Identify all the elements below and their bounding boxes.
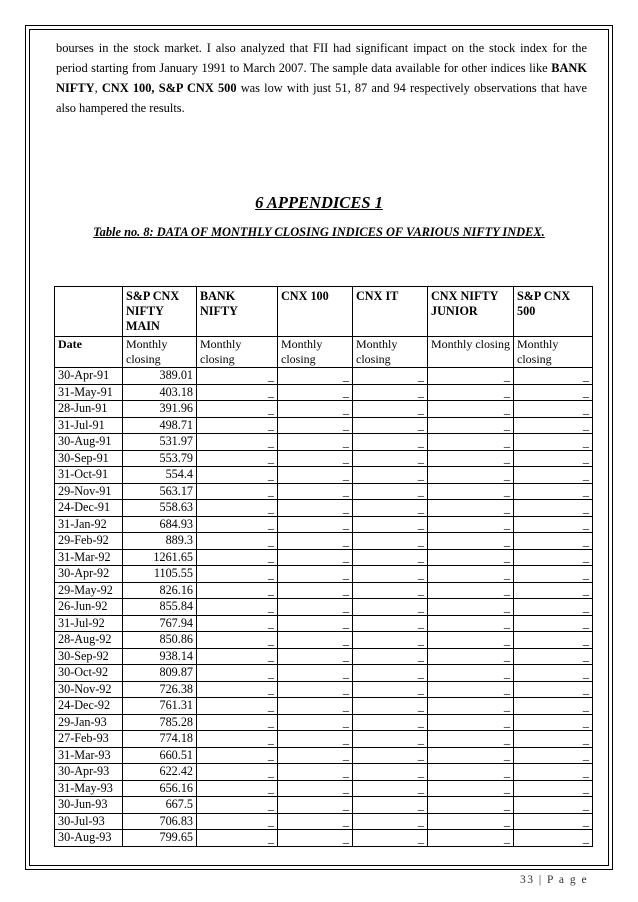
table-row <box>55 714 593 731</box>
empty-value-cell: _ <box>428 533 514 550</box>
nifty-value-cell: 799.65 <box>123 830 197 847</box>
empty-value-cell: _ <box>514 615 593 632</box>
page-number: 33 | P a g e <box>520 874 589 886</box>
empty-value-cell: _ <box>428 648 514 665</box>
date-cell: 28-Aug-92 <box>55 632 123 649</box>
empty-value-cell: _ <box>514 533 593 550</box>
empty-value-cell: _ <box>197 401 278 418</box>
empty-value-cell: _ <box>514 450 593 467</box>
empty-value-cell: _ <box>353 665 428 682</box>
empty-value-cell: _ <box>514 599 593 616</box>
empty-value-cell: _ <box>514 731 593 748</box>
empty-value-cell: _ <box>353 368 428 385</box>
empty-value-cell: _ <box>514 566 593 583</box>
empty-value-cell: _ <box>353 483 428 500</box>
empty-value-cell: _ <box>353 599 428 616</box>
nifty-value-cell: 389.01 <box>123 368 197 385</box>
empty-value-cell: _ <box>428 599 514 616</box>
empty-value-cell: _ <box>428 566 514 583</box>
empty-value-cell: _ <box>278 533 353 550</box>
nifty-value-cell: 706.83 <box>123 813 197 830</box>
section-heading: 6 APPENDICES 1 <box>255 193 383 212</box>
empty-value-cell: _ <box>428 698 514 715</box>
empty-value-cell: _ <box>353 500 428 517</box>
date-cell: 31-Jan-92 <box>55 516 123 533</box>
table-row <box>55 747 593 764</box>
empty-value-cell: _ <box>197 450 278 467</box>
empty-value-cell: _ <box>278 714 353 731</box>
nifty-value-cell: 684.93 <box>123 516 197 533</box>
date-cell: 31-Oct-91 <box>55 467 123 484</box>
header-cell: S&P CNX 500 <box>514 287 593 337</box>
nifty-value-cell: 531.97 <box>123 434 197 451</box>
empty-value-cell: _ <box>353 681 428 698</box>
date-cell: 31-May-93 <box>55 780 123 797</box>
date-cell: 29-Feb-92 <box>55 533 123 550</box>
empty-value-cell: _ <box>353 549 428 566</box>
empty-value-cell: _ <box>197 681 278 698</box>
empty-value-cell: _ <box>197 483 278 500</box>
empty-value-cell: _ <box>353 632 428 649</box>
empty-value-cell: _ <box>353 813 428 830</box>
empty-value-cell: _ <box>514 648 593 665</box>
nifty-value-cell: 826.16 <box>123 582 197 599</box>
empty-value-cell: _ <box>353 582 428 599</box>
nifty-value-cell: 660.51 <box>123 747 197 764</box>
empty-value-cell: _ <box>514 714 593 731</box>
empty-value-cell: _ <box>514 516 593 533</box>
empty-value-cell: _ <box>428 483 514 500</box>
empty-value-cell: _ <box>428 615 514 632</box>
subheader-cell: Monthly closing <box>197 337 278 368</box>
empty-value-cell: _ <box>514 681 593 698</box>
empty-value-cell: _ <box>514 582 593 599</box>
table-row <box>55 401 593 418</box>
empty-value-cell: _ <box>353 797 428 814</box>
nifty-value-cell: 1105.55 <box>123 566 197 583</box>
date-cell: 24-Dec-91 <box>55 500 123 517</box>
nifty-value-cell: 558.63 <box>123 500 197 517</box>
empty-value-cell: _ <box>197 467 278 484</box>
empty-value-cell: _ <box>278 681 353 698</box>
empty-value-cell: _ <box>278 483 353 500</box>
table-row <box>55 384 593 401</box>
empty-value-cell: _ <box>353 450 428 467</box>
nifty-value-cell: 403.18 <box>123 384 197 401</box>
empty-value-cell: _ <box>278 780 353 797</box>
empty-value-cell: _ <box>353 384 428 401</box>
empty-value-cell: _ <box>353 533 428 550</box>
empty-value-cell: _ <box>278 698 353 715</box>
empty-value-cell: _ <box>428 731 514 748</box>
table-row <box>55 731 593 748</box>
table-row <box>55 681 593 698</box>
table-row <box>55 500 593 517</box>
nifty-value-cell: 889.3 <box>123 533 197 550</box>
paragraph-text-1: bourses in the stock market. I also analyzed that FII had significant impact on the stock index for the period starting from January 1991 to March 2007. The sample data available for other indices like <box>56 41 587 75</box>
table-row <box>55 483 593 500</box>
empty-value-cell: _ <box>197 813 278 830</box>
empty-value-cell: _ <box>278 434 353 451</box>
empty-value-cell: _ <box>278 384 353 401</box>
empty-value-cell: _ <box>278 467 353 484</box>
nifty-value-cell: 761.31 <box>123 698 197 715</box>
empty-value-cell: _ <box>197 665 278 682</box>
empty-value-cell: _ <box>514 401 593 418</box>
nifty-value-cell: 774.18 <box>123 731 197 748</box>
date-cell: 30-Apr-91 <box>55 368 123 385</box>
table-row <box>55 830 593 847</box>
empty-value-cell: _ <box>197 516 278 533</box>
empty-value-cell: _ <box>353 417 428 434</box>
date-cell: 29-Nov-91 <box>55 483 123 500</box>
empty-value-cell: _ <box>428 681 514 698</box>
empty-value-cell: _ <box>428 747 514 764</box>
empty-value-cell: _ <box>278 368 353 385</box>
date-cell: 30-Jun-93 <box>55 797 123 814</box>
empty-value-cell: _ <box>197 632 278 649</box>
header-cell: CNX IT <box>353 287 428 337</box>
empty-value-cell: _ <box>278 516 353 533</box>
empty-value-cell: _ <box>428 665 514 682</box>
table-row <box>55 797 593 814</box>
subheader-cell: Monthly closing <box>123 337 197 368</box>
table-subheader-row <box>55 337 593 368</box>
empty-value-cell: _ <box>514 797 593 814</box>
paragraph-bold-indices: CNX 100, S&P CNX 500 <box>101 81 237 95</box>
empty-value-cell: _ <box>353 698 428 715</box>
nifty-value-cell: 785.28 <box>123 714 197 731</box>
empty-value-cell: _ <box>428 780 514 797</box>
nifty-value-cell: 850.86 <box>123 632 197 649</box>
empty-value-cell: _ <box>514 698 593 715</box>
empty-value-cell: _ <box>278 830 353 847</box>
table-caption: Table no. 8: DATA OF MONTHLY CLOSING INDICES OF VARIOUS NIFTY INDEX. <box>93 225 545 239</box>
empty-value-cell: _ <box>428 764 514 781</box>
empty-value-cell: _ <box>197 417 278 434</box>
empty-value-cell: _ <box>353 434 428 451</box>
empty-value-cell: _ <box>197 698 278 715</box>
empty-value-cell: _ <box>514 632 593 649</box>
empty-value-cell: _ <box>278 566 353 583</box>
empty-value-cell: _ <box>353 780 428 797</box>
empty-value-cell: _ <box>353 401 428 418</box>
empty-value-cell: _ <box>428 384 514 401</box>
header-cell: S&P CNX NIFTY MAIN <box>123 287 197 337</box>
table-row <box>55 368 593 385</box>
empty-value-cell: _ <box>197 648 278 665</box>
empty-value-cell: _ <box>197 747 278 764</box>
empty-value-cell: _ <box>514 665 593 682</box>
empty-value-cell: _ <box>514 384 593 401</box>
table-row <box>55 764 593 781</box>
empty-value-cell: _ <box>197 714 278 731</box>
empty-value-cell: _ <box>353 714 428 731</box>
table-row <box>55 467 593 484</box>
empty-value-cell: _ <box>353 615 428 632</box>
empty-value-cell: _ <box>197 384 278 401</box>
header-cell: CNX NIFTY JUNIOR <box>428 287 514 337</box>
empty-value-cell: _ <box>514 747 593 764</box>
empty-value-cell: _ <box>197 830 278 847</box>
date-cell: 29-May-92 <box>55 582 123 599</box>
date-cell: 30-Sep-91 <box>55 450 123 467</box>
nifty-value-cell: 553.79 <box>123 450 197 467</box>
date-cell: 30-Aug-93 <box>55 830 123 847</box>
empty-value-cell: _ <box>428 368 514 385</box>
date-cell: 30-Aug-91 <box>55 434 123 451</box>
date-cell: 27-Feb-93 <box>55 731 123 748</box>
empty-value-cell: _ <box>278 764 353 781</box>
empty-value-cell: _ <box>428 830 514 847</box>
empty-value-cell: _ <box>353 764 428 781</box>
empty-value-cell: _ <box>278 450 353 467</box>
empty-value-cell: _ <box>514 830 593 847</box>
table-row <box>55 599 593 616</box>
empty-value-cell: _ <box>278 797 353 814</box>
empty-value-cell: _ <box>197 549 278 566</box>
empty-value-cell: _ <box>197 500 278 517</box>
subheader-cell: Monthly closing <box>353 337 428 368</box>
subheader-cell: Monthly closing <box>428 337 514 368</box>
date-cell: 31-Mar-93 <box>55 747 123 764</box>
table-row <box>55 450 593 467</box>
empty-value-cell: _ <box>278 401 353 418</box>
table-row <box>55 533 593 550</box>
body-paragraph <box>56 38 587 118</box>
empty-value-cell: _ <box>353 467 428 484</box>
empty-value-cell: _ <box>514 813 593 830</box>
date-cell: 28-Jun-91 <box>55 401 123 418</box>
table-row <box>55 698 593 715</box>
date-cell: 26-Jun-92 <box>55 599 123 616</box>
empty-value-cell: _ <box>428 516 514 533</box>
nifty-value-cell: 855.84 <box>123 599 197 616</box>
date-cell: 30-Apr-93 <box>55 764 123 781</box>
table-row <box>55 780 593 797</box>
nifty-value-cell: 622.42 <box>123 764 197 781</box>
empty-value-cell: _ <box>428 401 514 418</box>
empty-value-cell: _ <box>278 615 353 632</box>
empty-value-cell: _ <box>197 533 278 550</box>
empty-value-cell: _ <box>197 615 278 632</box>
header-cell: CNX 100 <box>278 287 353 337</box>
empty-value-cell: _ <box>278 813 353 830</box>
nifty-value-cell: 667.5 <box>123 797 197 814</box>
nifty-value-cell: 767.94 <box>123 615 197 632</box>
table-row <box>55 648 593 665</box>
date-cell: 31-Mar-92 <box>55 549 123 566</box>
empty-value-cell: _ <box>514 467 593 484</box>
empty-value-cell: _ <box>514 780 593 797</box>
empty-value-cell: _ <box>514 368 593 385</box>
empty-value-cell: _ <box>278 648 353 665</box>
subheader-cell: Monthly closing <box>278 337 353 368</box>
empty-value-cell: _ <box>428 434 514 451</box>
empty-value-cell: _ <box>197 434 278 451</box>
nifty-value-cell: 498.71 <box>123 417 197 434</box>
empty-value-cell: _ <box>353 731 428 748</box>
nifty-value-cell: 563.17 <box>123 483 197 500</box>
empty-value-cell: _ <box>278 731 353 748</box>
empty-value-cell: _ <box>278 582 353 599</box>
empty-value-cell: _ <box>428 632 514 649</box>
table-row <box>55 434 593 451</box>
empty-value-cell: _ <box>428 417 514 434</box>
empty-value-cell: _ <box>428 500 514 517</box>
table-row <box>55 615 593 632</box>
empty-value-cell: _ <box>514 417 593 434</box>
header-cell <box>55 287 123 337</box>
empty-value-cell: _ <box>197 731 278 748</box>
empty-value-cell: _ <box>514 764 593 781</box>
empty-value-cell: _ <box>278 549 353 566</box>
date-cell: 31-Jul-92 <box>55 615 123 632</box>
date-cell: 30-Apr-92 <box>55 566 123 583</box>
empty-value-cell: _ <box>428 582 514 599</box>
paragraph-bold-bank-nifty: BANK NIFTY <box>56 61 587 95</box>
date-cell: 30-Nov-92 <box>55 681 123 698</box>
empty-value-cell: _ <box>278 632 353 649</box>
nifty-value-cell: 726.38 <box>123 681 197 698</box>
subheader-cell: Date <box>55 337 123 368</box>
empty-value-cell: _ <box>514 483 593 500</box>
header-cell: BANK NIFTY <box>197 287 278 337</box>
empty-value-cell: _ <box>197 780 278 797</box>
empty-value-cell: _ <box>278 599 353 616</box>
empty-value-cell: _ <box>197 599 278 616</box>
empty-value-cell: _ <box>278 417 353 434</box>
date-cell: 30-Jul-93 <box>55 813 123 830</box>
table-row <box>55 813 593 830</box>
table-row <box>55 549 593 566</box>
empty-value-cell: _ <box>197 764 278 781</box>
table-row <box>55 516 593 533</box>
date-cell: 24-Dec-92 <box>55 698 123 715</box>
table-row <box>55 566 593 583</box>
empty-value-cell: _ <box>197 566 278 583</box>
empty-value-cell: _ <box>353 648 428 665</box>
subheader-cell: Monthly closing <box>514 337 593 368</box>
empty-value-cell: _ <box>428 549 514 566</box>
nifty-value-cell: 656.16 <box>123 780 197 797</box>
empty-value-cell: _ <box>278 747 353 764</box>
nifty-value-cell: 391.96 <box>123 401 197 418</box>
nifty-value-cell: 938.14 <box>123 648 197 665</box>
table-row <box>55 417 593 434</box>
empty-value-cell: _ <box>514 500 593 517</box>
date-cell: 31-May-91 <box>55 384 123 401</box>
empty-value-cell: _ <box>353 830 428 847</box>
nifty-value-cell: 809.87 <box>123 665 197 682</box>
table-row <box>55 632 593 649</box>
empty-value-cell: _ <box>278 500 353 517</box>
empty-value-cell: _ <box>353 516 428 533</box>
table-row <box>55 582 593 599</box>
empty-value-cell: _ <box>278 665 353 682</box>
date-cell: 31-Jul-91 <box>55 417 123 434</box>
paragraph-separator: , <box>94 81 102 95</box>
indices-table <box>54 286 593 847</box>
date-cell: 30-Oct-92 <box>55 665 123 682</box>
nifty-value-cell: 554.4 <box>123 467 197 484</box>
date-cell: 30-Sep-92 <box>55 648 123 665</box>
empty-value-cell: _ <box>514 549 593 566</box>
nifty-value-cell: 1261.65 <box>123 549 197 566</box>
table-header-row <box>55 287 593 337</box>
empty-value-cell: _ <box>197 797 278 814</box>
paragraph-text-2: was low with just 51, 87 and 94 respectively observations that have also hampered the results. <box>56 81 587 115</box>
empty-value-cell: _ <box>428 467 514 484</box>
empty-value-cell: _ <box>353 566 428 583</box>
empty-value-cell: _ <box>514 434 593 451</box>
empty-value-cell: _ <box>428 450 514 467</box>
empty-value-cell: _ <box>428 714 514 731</box>
empty-value-cell: _ <box>197 582 278 599</box>
empty-value-cell: _ <box>353 747 428 764</box>
table-row <box>55 665 593 682</box>
empty-value-cell: _ <box>428 813 514 830</box>
empty-value-cell: _ <box>197 368 278 385</box>
date-cell: 29-Jan-93 <box>55 714 123 731</box>
empty-value-cell: _ <box>428 797 514 814</box>
